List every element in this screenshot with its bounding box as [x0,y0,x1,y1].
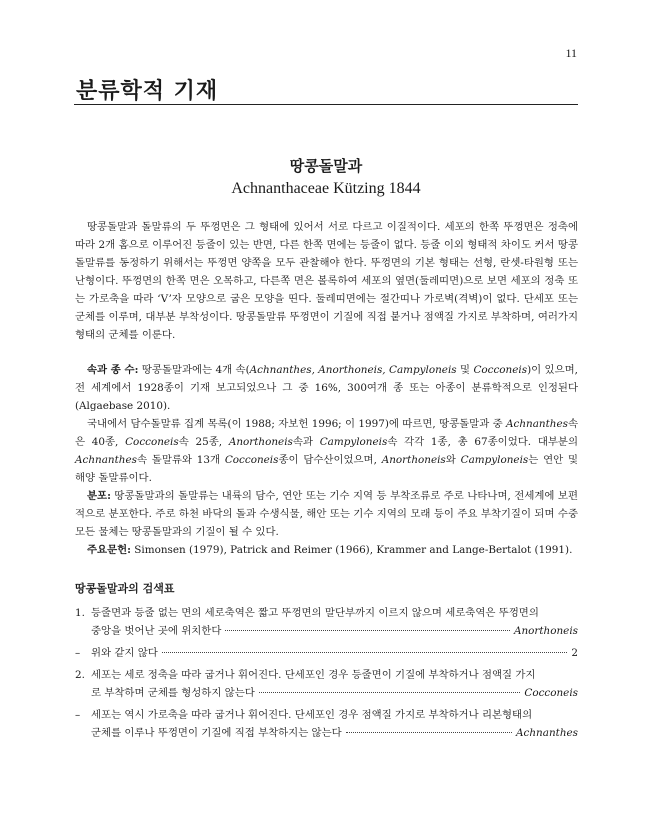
text-span: )이 있으며, 전 세계에서 1928종이 기재 보고되었으나 그 중 16%, 300여개 종 또는 아종이 분류학적으로 인정된다 (Algaebase 2010). [75,364,578,412]
page-number: 11 [565,46,577,60]
key-item-1 [75,604,578,640]
key-text: 세포는 세로 정축을 따라 굽거나 휘어진다. 단세포인 경우 등줄면이 기질에 부착하거나 점액질 가지 [91,669,536,681]
key-number: – [75,709,81,721]
dot-leader [259,692,521,693]
identification-key [75,604,578,746]
key-heading: 땅콩돌말과의 검색표 [75,582,175,595]
korea-paragraph [75,415,578,487]
genus-name: Achnanthes [75,454,137,466]
key-target: Anorthoneis [513,625,578,637]
genus-name: Achnanthes, Anorthoneis, Campyloneis [249,364,457,376]
text-span: 속 25종, [178,436,229,448]
key-line [75,622,578,640]
text-span: 땅콩돌말과에는 4개 속( [138,364,250,376]
key-line [75,666,578,684]
intro-paragraph: 땅콩돌말과 돌말류의 두 뚜껑면은 그 형태에 있어서 서로 다르고 이질적이다. 세포의 한쪽 뚜껑면은 정축에 따라 2개 홈으로 이루어진 등줄이 있는 반면, 다른 한쪽 면에는 등줄이 없다. 등줄 이외 형태적 차이도 커서 땅콩돌말류를 동정하기 위해서는 뚜껑면 양쪽을 모두 관찰해야 한다. 뚜껑면의 기본 형태는 선형, 란셋-타원형 또는 난형이다. 뚜껑면의 한쪽 면은 오목하고, 다른쪽 면은 볼록하여 세포의 옆면(둘레띠면)으로 보면 세포의 정축 또는 가로축을 따라 ‘V’자 모양으로 굽은 모양을 띤다. 둘레띠면에는 절간띠나 가로벽(격벽)이 없다. 단세포 또는 군체를 이루며, 대부분 부착성이다. 땅콩돌말류 뚜껑면이 기질에 직접 붙거나 점액질 가지로 부착하며, 여러가지 형태의 군체를 이룬다. [75,221,578,341]
key-target: 2 [571,647,578,659]
key-text: 로 부착하며 군체를 형성하지 않는다 [91,687,255,699]
key-line [75,644,578,662]
genera-section [75,361,578,559]
text-span: 속은 40종, [75,418,578,448]
section-title: 분류학적 기재 [76,79,219,104]
key-item-1-alt [75,644,578,662]
text-span: 종이 담수산이었으며, [278,454,382,466]
genus-name: Campyloneis [319,436,388,448]
text-span: 속 각각 1종, 총 67종이었다. 대부분의 [387,436,578,448]
key-line [75,706,578,724]
key-line [75,724,578,742]
references-label: 주요문헌: [87,544,131,556]
genus-name: Anorthoneis [381,454,446,466]
text-span: 와 [445,454,461,466]
references-paragraph [75,541,578,559]
text-span: 속 돌말류와 13개 [136,454,225,466]
genus-name: Cocconeis [473,364,528,376]
distribution-paragraph [75,487,578,541]
text-span: 및 [456,364,474,376]
key-text: 위와 같지 않다 [91,647,158,659]
distribution-label: 분포: [87,490,111,502]
family-korean-name: 땅콩돌말과 [289,157,363,175]
key-number: – [75,647,81,659]
genera-label: 속과 종 수: [87,364,139,376]
text-span: 국내에서 담수돌말류 집계 목록(이 1988; 자보헌 1996; 이 1997)에 따르면, 땅콩돌말과 중 [87,418,506,430]
text-span: Simonsen (1979), Patrick and Reimer (1966), Krammer and Lange-Bertalot (1991). [131,544,573,556]
key-number: 1. [75,607,85,619]
genera-paragraph [75,361,578,415]
key-line [75,604,578,622]
key-text: 세포는 역시 가로축을 따라 굽거나 휘어진다. 단세포인 경우 점액질 가지로 부착하거나 리본형태의 [91,709,533,721]
genus-name: Cocconeis [125,436,179,448]
text-span: 땅콩돌말과의 돌말류는 내륙의 담수, 연안 또는 기수 지역 등 부착조류로 주로 나타나며, 전세계에 보편적으로 분포한다. 주로 하천 바닥의 돌과 수생식물, 해안 또는 기수 지역의 모래 등이 주요 부착기질이 되며 수중 모든 물체는 땅콩돌말과의 기질이 될 수 있다. [75,490,578,538]
key-item-2-alt [75,706,578,742]
section-title-rule [74,104,578,105]
text-span: 속과 [292,436,320,448]
key-target: Achnanthes [516,727,578,739]
key-text: 중앙을 벗어난 곳에 위치한다 [91,625,222,637]
genus-name: Campyloneis [460,454,529,466]
dot-leader [162,652,568,653]
key-item-2 [75,666,578,702]
family-scientific-name: Achnanthaceae Kützing 1844 [231,180,421,197]
key-text: 등줄면과 등줄 없는 면의 세로축역은 짧고 뚜껑면의 말단부까지 이르지 않으며 세로축역은 뚜껑면의 [91,607,539,619]
dot-leader [225,630,510,631]
genus-name: Achnanthes [506,418,568,430]
dot-leader [346,732,512,733]
text-span: 는 연안 및 해양 돌말류이다. [75,454,579,484]
genus-name: Cocconeis [224,454,279,466]
key-number: 2. [75,669,85,681]
genus-name: Anorthoneis [228,436,293,448]
key-target: Cocconeis [524,687,578,699]
key-text: 군체를 이루나 뚜껑면이 기질에 직접 부착하지는 않는다 [91,727,342,739]
key-line [75,684,578,702]
